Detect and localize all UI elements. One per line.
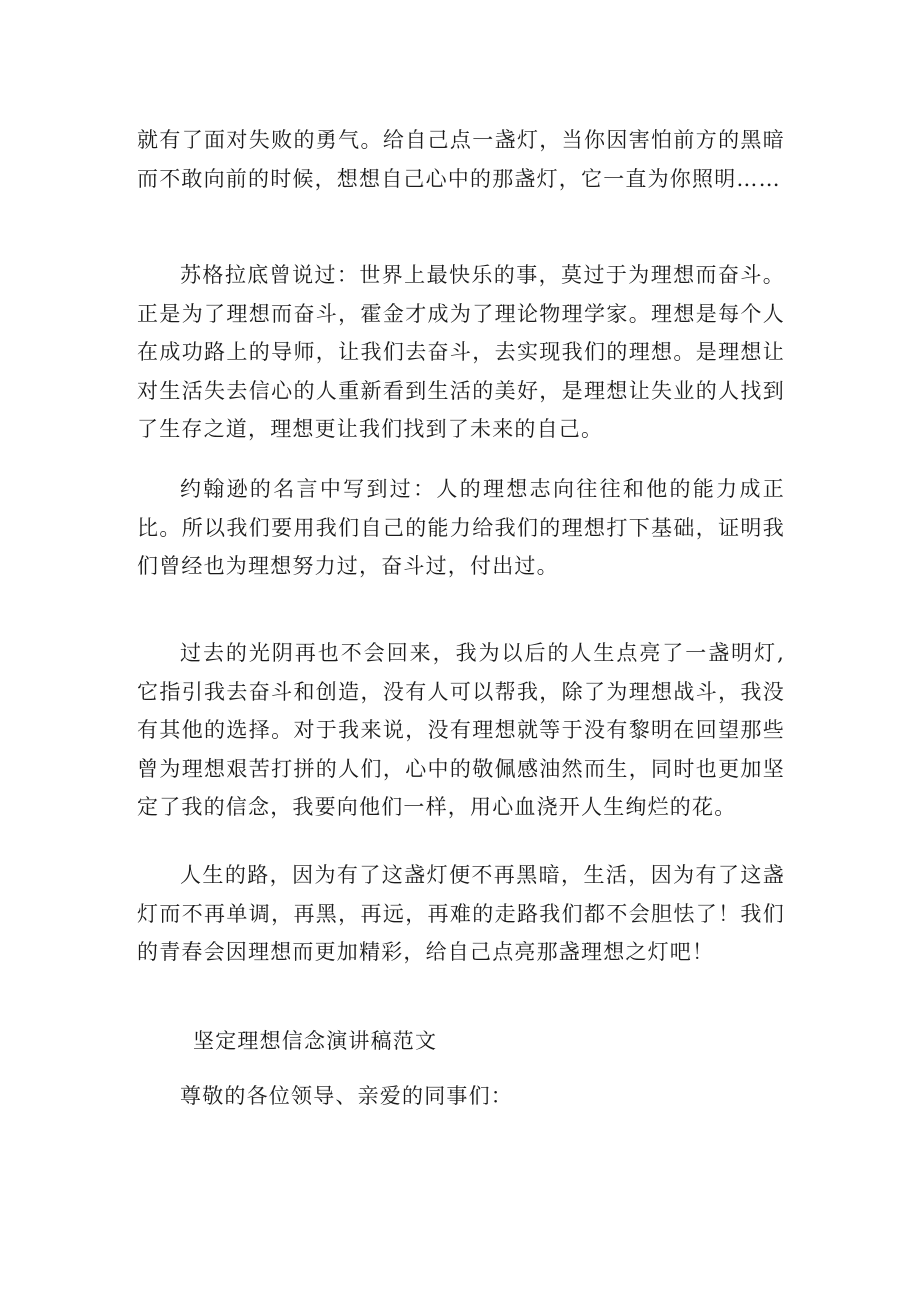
paragraph-socrates: 苏格拉底曾说过：世界上最快乐的事，莫过于为理想而奋斗。正是为了理想而奋斗，霍金才成为了理论物理学家。理想是每个人在成功路上的导师，让我们去奋斗，去实现我们的理想。是理想让对生活失去信心的人重新看到生活的美好，是理想让失业的人找到了生存之道，理想更让我们找到了未来的自己。 <box>137 263 785 441</box>
salutation: 尊敬的各位领导、亲爱的同事们： <box>180 1084 513 1108</box>
paragraph-life-road: 人生的路，因为有了这盏灯便不再黑暗，生活，因为有了这盏灯而不再单调，再黑，再远，再难的走路我们都不会胆怯了！我们的青春会因理想而更加精彩，给自己点亮那盏理想之灯吧！ <box>137 863 785 964</box>
paragraph-lamp: 过去的光阴再也不会回来，我为以后的人生点亮了一盏明灯,它指引我去奋斗和创造，没有人可以帮我，除了为理想战斗，我没有其他的选择。对于我来说，没有理想就等于没有黎明在回望那些曾为理想艰苦打拼的人们，心中的敬佩感油然而生，同时也更加坚定了我的信念，我要向他们一样，用心血浇开人生绚烂的花。 <box>137 641 785 819</box>
paragraph-continuation: 就有了面对失败的勇气。给自己点一盏灯，当你因害怕前方的黑暗而不敢向前的时候，想想自己心中的那盏灯，它一直为你照明…… <box>137 128 785 191</box>
section-heading: 坚定理想信念演讲稿范文 <box>193 1029 438 1053</box>
paragraph-johnson: 约翰逊的名言中写到过：人的理想志向往往和他的能力成正比。所以我们要用我们自己的能力给我们的理想打下基础，证明我们曾经也为理想努力过，奋斗过，付出过。 <box>137 477 785 578</box>
